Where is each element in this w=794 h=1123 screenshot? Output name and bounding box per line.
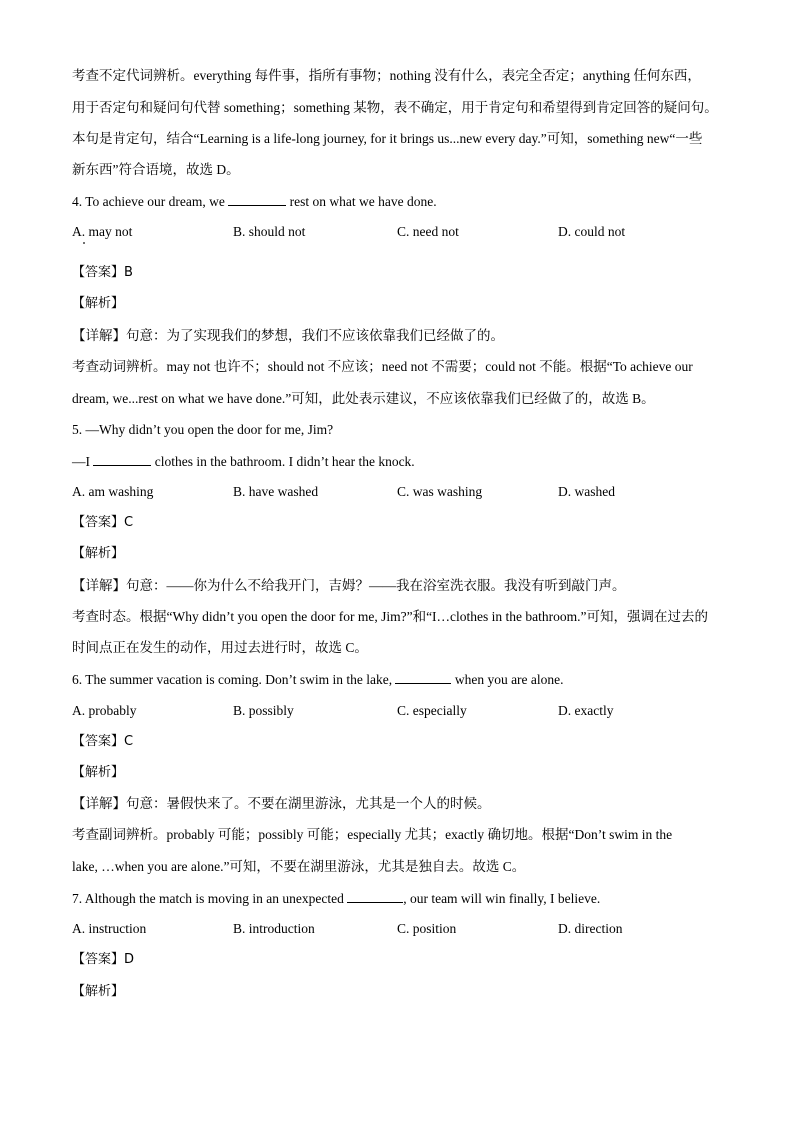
option-d: D. direction: [558, 921, 623, 936]
stem-text: 7. Although the match is moving in an unexpected: [72, 891, 348, 906]
answer-blank: [93, 451, 151, 466]
answer-blank: [395, 669, 451, 684]
explanation-line: 考查不定代词辨析。everything 每件事，指所有事物；nothing 没有什么，表完全否定；anything 任何东西，: [72, 68, 701, 83]
answer-blank: [347, 888, 403, 903]
option-a: A. instruction: [72, 921, 147, 936]
question-6-stem: [72, 669, 732, 690]
answer-blank: [228, 191, 286, 206]
stem-text: 4. To achieve our dream, we: [72, 194, 229, 209]
option-c: C. especially: [397, 703, 467, 718]
option-d: D. exactly: [558, 703, 614, 718]
explanation-line: dream, we...rest on what we have done.”可知，此处表示建议，不应该依靠我们已经做了的，故选 B。: [72, 391, 655, 406]
question-4-stem: [72, 191, 732, 212]
stem-text: when you are alone.: [451, 672, 564, 687]
explanation-line: 考查动词辨析。may not 也许不；should not 不应该；need not 不需要；could not 不能。根据“To achieve our: [72, 359, 693, 374]
analysis-label: 【解析】: [72, 765, 125, 780]
question-5-stem-line2: [72, 451, 732, 472]
stem-text: —I: [72, 454, 94, 469]
analysis-label: 【解析】: [72, 296, 125, 311]
explanation-line: 新东西”符合语境，故选 D。: [72, 162, 240, 177]
stem-text: , our team will win finally, I believe.: [403, 891, 601, 906]
stray-dot: [83, 242, 85, 244]
option-c: C. was washing: [397, 484, 483, 499]
explanation-line: 用于否定句和疑问句代替 something；something 某物，表不确定，用于肯定句和希望得到肯定回答的疑问句。: [72, 100, 718, 115]
answer-label: 【答案】D: [72, 952, 135, 967]
explanation-line: lake, …when you are alone.”可知，不要在湖里游泳，尤其是独自去。故选 C。: [72, 859, 526, 874]
option-b: B. should not: [233, 224, 306, 239]
option-b: B. introduction: [233, 921, 315, 936]
option-c: C. need not: [397, 224, 459, 239]
option-a: A. probably: [72, 703, 137, 718]
option-d: D. washed: [558, 484, 615, 499]
stem-text: rest on what we have done.: [286, 194, 437, 209]
detail-line: 【详解】句意：暑假快来了。不要在湖里游泳，尤其是一个人的时候。: [72, 796, 491, 811]
detail-line: 【详解】句意：为了实现我们的梦想，我们不应该依靠我们已经做了的。: [72, 328, 504, 343]
option-d: D. could not: [558, 224, 626, 239]
explanation-line: 本句是肯定句，结合“Learning is a life-long journey, for it brings us...new every day.”可知，something new“一些: [72, 131, 703, 146]
analysis-label: 【解析】: [72, 546, 125, 561]
stem-text: 6. The summer vacation is coming. Don’t swim in the lake,: [72, 672, 396, 687]
analysis-label: 【解析】: [72, 984, 125, 999]
explanation-line: 时间点正在发生的动作，用过去进行时，故选 C。: [72, 640, 368, 655]
option-a: A. may not: [72, 224, 133, 239]
detail-line: 【详解】句意：——你为什么不给我开门，吉姆？——我在浴室洗衣服。我没有听到敲门声。: [72, 578, 626, 593]
option-c: C. position: [397, 921, 457, 936]
answer-label: 【答案】C: [72, 515, 134, 530]
explanation-line: 考查副词辨析。probably 可能；possibly 可能；especially 尤其；exactly 确切地。根据“Don’t swim in the: [72, 827, 673, 842]
option-a: A. am washing: [72, 484, 154, 499]
explanation-line: 考查时态。根据“Why didn’t you open the door for me, Jim?”和“I…clothes in the bathroom.”可知，强调在过去的: [72, 609, 709, 624]
question-5-stem: 5. —Why didn’t you open the door for me, Jim?: [72, 422, 334, 437]
option-b: B. possibly: [233, 703, 294, 718]
option-b: B. have washed: [233, 484, 319, 499]
answer-label: 【答案】B: [72, 265, 133, 280]
question-7-stem: [72, 888, 732, 909]
answer-label: 【答案】C: [72, 734, 134, 749]
stem-text: clothes in the bathroom. I didn’t hear the knock.: [151, 454, 415, 469]
